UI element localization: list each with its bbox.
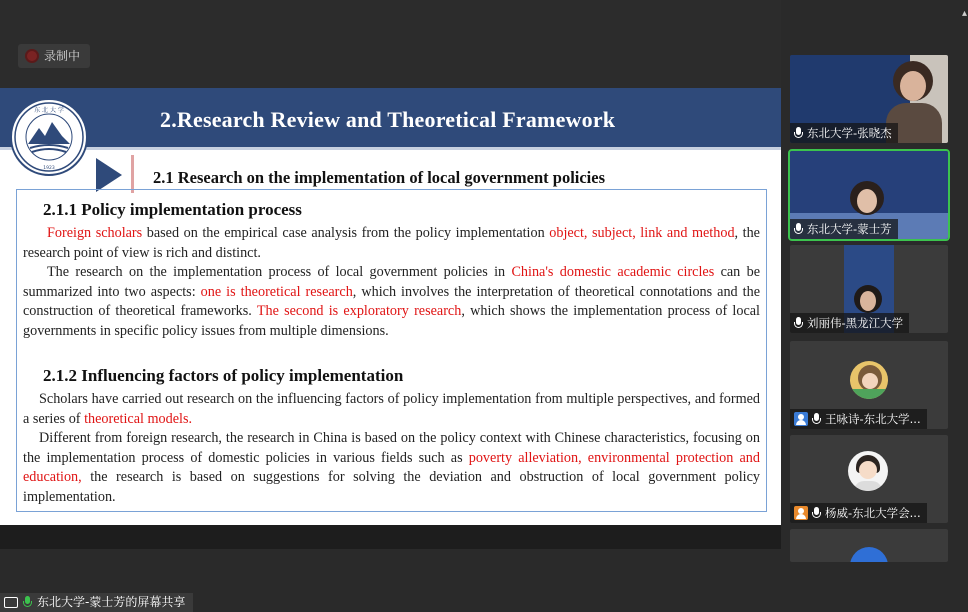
- section-marker-bar: [131, 155, 134, 193]
- participant-name: 杨威-东北大学会...: [825, 506, 921, 520]
- presentation-slide: [0, 88, 781, 525]
- microphone-icon[interactable]: [794, 317, 803, 330]
- screen-share-icon: [4, 597, 18, 608]
- avatar: [850, 547, 888, 562]
- participant-tile[interactable]: [790, 245, 948, 333]
- highlighted-text: object, subject, link and method: [549, 225, 735, 241]
- text-run: can be summarized into two aspects:: [23, 264, 760, 300]
- screen-share-status[interactable]: [0, 593, 193, 612]
- participant-nameplate: [790, 219, 898, 239]
- highlighted-text: Foreign scholars: [47, 225, 143, 241]
- text-run: , the research point of view is rich and distinct.: [23, 225, 760, 261]
- text-run: Different from foreign research, the research in China is based on the policy context with Chinese characteristics, focusing on the implementation process of domestic policies in various fields such as: [23, 430, 760, 466]
- user-icon: [794, 506, 808, 520]
- participant-nameplate: [790, 503, 927, 523]
- participant-face: [857, 189, 877, 213]
- record-dot-icon: [27, 51, 37, 61]
- highlighted-text: poverty alleviation, environmental protection and education,: [23, 449, 760, 486]
- text-run: , which shows the implementation process of local governments in specific policy issues from multiple dimensions.: [23, 303, 760, 339]
- participant-tile[interactable]: [790, 55, 948, 143]
- highlighted-text: The second is exploratory research: [256, 303, 462, 320]
- participant-nameplate: [790, 123, 898, 143]
- svg-text:1923: 1923: [43, 166, 55, 171]
- microphone-icon[interactable]: [794, 127, 803, 140]
- svg-text:东 北 大 学: 东 北 大 学: [34, 107, 64, 114]
- highlighted-text: China's domestic academic circles: [511, 264, 715, 280]
- microphone-icon[interactable]: [812, 413, 821, 426]
- section2-paragraph-2: [23, 429, 760, 507]
- participant-nameplate: [790, 409, 927, 429]
- slide-subtitle: 2.1 Research on the implementation of local government policies: [153, 168, 606, 187]
- section2-paragraph-1: [23, 390, 760, 429]
- text-run: Scholars have carried out research on the influencing factors of policy implementation from multiple perspectives, and formed a series of: [23, 391, 760, 427]
- university-logo: [10, 98, 88, 176]
- participant-name: 东北大学-张晓杰: [807, 126, 892, 140]
- slide-header-band: [0, 88, 781, 150]
- text-run: , which involves the interpretation of theoretical connotations and the construction of theoretical frameworks.: [23, 283, 760, 320]
- screen-share-label: 东北大学-蒙士芳的屏幕共享: [37, 595, 186, 609]
- panel-scroll-indicator[interactable]: ▴: [962, 8, 968, 19]
- participant-tile[interactable]: [790, 435, 948, 523]
- participant-nameplate: [790, 313, 909, 333]
- microphone-icon: [23, 596, 32, 609]
- section-marker-triangle: [96, 158, 122, 192]
- avatar: [850, 361, 888, 399]
- participant-tile[interactable]: [790, 529, 948, 562]
- section1-paragraph-1: [23, 224, 760, 263]
- text-run: the research is based on suggestions for solving the deviation and obstruction of local government policy implementation.: [23, 469, 760, 505]
- microphone-icon[interactable]: [794, 223, 803, 236]
- highlighted-text: theoretical models.: [84, 410, 193, 427]
- section-heading-1: 2.1.1 Policy implementation process: [43, 200, 302, 219]
- recording-label: 录制中: [44, 49, 81, 63]
- share-topbar: [0, 0, 781, 88]
- participant-tile-active[interactable]: [790, 151, 948, 239]
- highlighted-text: one is theoretical research: [200, 283, 353, 300]
- slide-bottom-strip: [0, 525, 781, 549]
- avatar: [848, 451, 888, 491]
- participant-name: 刘丽伟-黑龙江大学: [807, 316, 904, 330]
- participant-face: [860, 291, 876, 311]
- microphone-icon[interactable]: [812, 507, 821, 520]
- participant-face: [900, 71, 926, 101]
- section1-paragraph-2: [23, 263, 760, 341]
- user-icon: [794, 412, 808, 426]
- section-heading-2: 2.1.2 Influencing factors of policy implementation: [43, 366, 404, 385]
- participant-tile[interactable]: [790, 341, 948, 429]
- recording-badge[interactable]: [18, 44, 90, 68]
- slide-title: 2.Research Review and Theoretical Framework: [160, 107, 616, 132]
- text-run: The research on the implementation process of local government policies in: [47, 264, 512, 280]
- text-run: based on the empirical case analysis from the policy implementation: [142, 225, 550, 241]
- participant-name: 王咏诗-东北大学...: [825, 412, 921, 426]
- participant-name: 东北大学-蒙士芳: [807, 222, 892, 236]
